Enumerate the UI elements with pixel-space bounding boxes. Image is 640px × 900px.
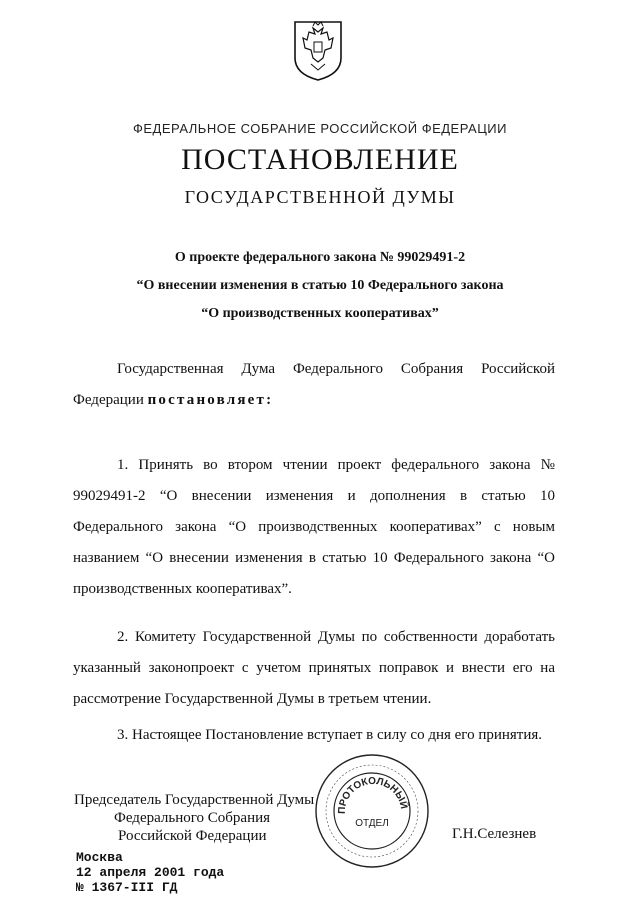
intro-text: Государственная Дума Федерального Собрания Российской Федерации [73,361,555,408]
signature-title-line-2: Федерального Собрания [114,810,271,826]
body-name-subtitle: ГОСУДАРСТВЕННОЙ ДУМЫ [184,187,456,207]
paragraph-3: 3. Настоящее Постановление вступает в силу со дня его принятия. [117,727,543,743]
footer-date: 12 апреля 2001 года [76,865,225,880]
decree-word: постановляет: [147,392,274,408]
paragraph-2: 2. Комитету Государственной Думы по собственности доработать указанный законопроект с учетом принятых поправок и внести его на рассмотрение Государственной Думы в третьем чтении. [73,629,555,707]
subject-line-1: О проекте федерального закона № 99029491-2 [174,250,466,265]
document-footer [76,850,224,895]
assembly-header: ФЕДЕРАЛЬНОЕ СОБРАНИЕ РОССИЙСКОЙ ФЕДЕРАЦИИ [132,121,507,136]
seal-center-text: ОТДЕЛ [355,818,389,829]
coat-of-arms-emblem [291,18,345,82]
footer-number: № 1367-III ГД [76,880,178,895]
intro-paragraph [73,354,555,416]
footer-city: Москва [76,850,123,865]
resolution-subject [0,244,640,328]
subject-line-2: “О внесении изменения в статью 10 Федерального закона [136,278,504,293]
signatory-name: Г.Н.Селезнев [452,826,537,842]
signature-title-line-3: Российской Федерации [118,828,267,844]
document-type-title: ПОСТАНОВЛЕНИЕ [181,143,459,176]
signature-block [74,791,314,845]
official-seal [313,752,431,870]
paragraph-1: 1. Принять во втором чтении проект федерального закона № 99029491-2 “О внесении изменения и дополнения в статью 10 Федерального закона “О производственных кооперативах” с новым названием “О внесении изменения в статью 10 Федерального закона “О производственных кооперативах”. [73,457,555,597]
signature-title-line-1: Председатель Государственной Думы [74,792,315,808]
seal-ring-text: ПРОТОКОЛЬНЫЙ [336,775,409,815]
subject-line-3: “О производственных кооперативах” [201,306,439,321]
